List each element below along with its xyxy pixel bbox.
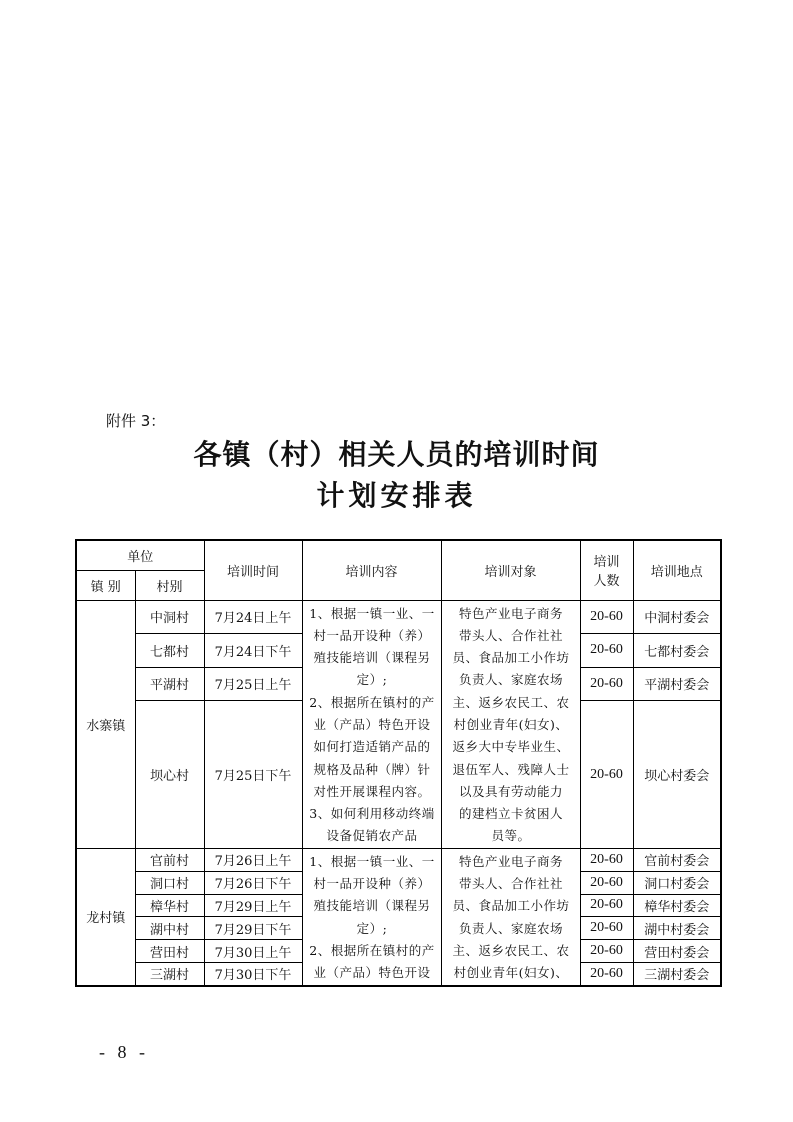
content-line: 业（产品）特色开设 (313, 716, 431, 732)
count-cell: 20-60 (580, 667, 633, 701)
place-cell: 中洞村委会 (633, 600, 721, 634)
time-cell: 7月26日下午 (204, 871, 302, 894)
target-line: 带头人、合作社社 (459, 627, 564, 643)
header-count-line1: 培训 (593, 555, 620, 571)
content-line: 对性开展课程内容。 (313, 783, 431, 799)
target-line: 以及具有劳动能力 (459, 783, 564, 799)
header-place: 培训地点 (633, 540, 721, 600)
place-cell: 官前村委会 (633, 848, 721, 871)
content-line: 业（产品）特色开设 (313, 965, 431, 981)
time-cell: 7月26日上午 (204, 848, 302, 871)
page-number: - 8 - (99, 1042, 149, 1062)
training-schedule-table (75, 539, 722, 987)
content-cell (302, 848, 441, 985)
content-line: 村一品开设种（养） (313, 627, 431, 643)
village-cell: 樟华村 (135, 894, 204, 917)
time-cell: 7月30日下午 (204, 963, 302, 986)
header-count (580, 540, 633, 600)
content-line: 设备促销农产品 (326, 828, 418, 844)
place-cell: 七都村委会 (633, 634, 721, 668)
target-line: 员、食品加工小作坊 (452, 898, 570, 914)
village-cell: 官前村 (135, 848, 204, 871)
time-cell: 7月29日上午 (204, 894, 302, 917)
header-time: 培训时间 (204, 540, 302, 600)
time-cell: 7月25日上午 (204, 667, 302, 701)
content-line: 定）; (356, 920, 388, 936)
village-cell: 中洞村 (135, 600, 204, 634)
count-cell: 20-60 (580, 701, 633, 848)
count-cell: 20-60 (580, 848, 633, 871)
count-cell: 20-60 (580, 963, 633, 986)
town-cell: 龙村镇 (76, 848, 135, 985)
village-cell: 三湖村 (135, 963, 204, 986)
content-line: 定）; (356, 672, 388, 688)
target-line: 的建档立卡贫困人 (459, 806, 564, 822)
place-cell: 平湖村委会 (633, 667, 721, 701)
count-cell: 20-60 (580, 600, 633, 634)
header-unit: 单位 (76, 540, 204, 570)
target-cell (441, 848, 580, 985)
count-cell: 20-60 (580, 871, 633, 894)
village-cell: 七都村 (135, 634, 204, 668)
target-cell (441, 600, 580, 848)
village-cell: 营田村 (135, 940, 204, 963)
village-cell: 洞口村 (135, 871, 204, 894)
content-line: 2、根据所在镇村的产 (309, 942, 435, 958)
town-cell: 水寨镇 (76, 600, 135, 848)
village-cell: 湖中村 (135, 917, 204, 940)
time-cell: 7月29日下午 (204, 917, 302, 940)
page-title: 各镇（村）相关人员的培训时间 (193, 438, 600, 471)
count-cell: 20-60 (580, 940, 633, 963)
time-cell: 7月24日下午 (204, 634, 302, 668)
target-line: 特色产业电子商务 (459, 605, 564, 621)
header-village: 村别 (135, 570, 204, 600)
table-row (76, 600, 721, 634)
table-body (76, 600, 721, 986)
page-subtitle: 计划安排表 (316, 479, 477, 512)
place-cell: 洞口村委会 (633, 871, 721, 894)
content-line: 2、根据所在镇村的产 (309, 694, 435, 710)
target-line: 主、返乡农民工、农 (452, 942, 570, 958)
target-line: 特色产业电子商务 (459, 853, 564, 869)
content-line: 规格及品种（牌）针 (313, 761, 431, 777)
content-line: 1、根据一镇一业、一 (309, 605, 435, 621)
header-count-line2: 人数 (593, 574, 620, 590)
content-line: 如何打造适销产品的 (313, 739, 431, 755)
count-cell: 20-60 (580, 917, 633, 940)
village-cell: 坝心村 (135, 701, 204, 848)
target-line: 村创业青年(妇女)、 (453, 965, 569, 981)
place-cell: 坝心村委会 (633, 701, 721, 848)
time-cell: 7月24日上午 (204, 600, 302, 634)
target-line: 退伍军人、残障人士 (452, 761, 570, 777)
header-target: 培训对象 (441, 540, 580, 600)
target-line: 主、返乡农民工、农 (452, 694, 570, 710)
time-cell: 7月30日上午 (204, 940, 302, 963)
place-cell: 营田村委会 (633, 940, 721, 963)
count-cell: 20-60 (580, 634, 633, 668)
table-row (76, 848, 721, 871)
target-line: 返乡大中专毕业生、 (452, 739, 570, 755)
header-town: 镇 别 (76, 570, 135, 600)
target-line: 村创业青年(妇女)、 (453, 716, 569, 732)
content-line: 3、如何利用移动终端 (309, 806, 435, 822)
place-cell: 樟华村委会 (633, 894, 721, 917)
content-line: 殖技能培训（课程另 (313, 898, 431, 914)
attachment-label: 附件 3： (106, 412, 166, 430)
header-content: 培训内容 (302, 540, 441, 600)
content-line: 村一品开设种（养） (313, 876, 431, 892)
target-line: 员等。 (491, 828, 531, 844)
place-cell: 湖中村委会 (633, 917, 721, 940)
village-cell: 平湖村 (135, 667, 204, 701)
place-cell: 三湖村委会 (633, 963, 721, 986)
content-cell (302, 600, 441, 848)
target-line: 员、食品加工小作坊 (452, 650, 570, 666)
time-cell: 7月25日下午 (204, 701, 302, 848)
target-line: 负责人、家庭农场 (459, 920, 564, 936)
target-line: 带头人、合作社社 (459, 876, 564, 892)
target-line: 负责人、家庭农场 (459, 672, 564, 688)
count-cell: 20-60 (580, 894, 633, 917)
content-line: 殖技能培训（课程另 (313, 650, 431, 666)
content-line: 1、根据一镇一业、一 (309, 853, 435, 869)
